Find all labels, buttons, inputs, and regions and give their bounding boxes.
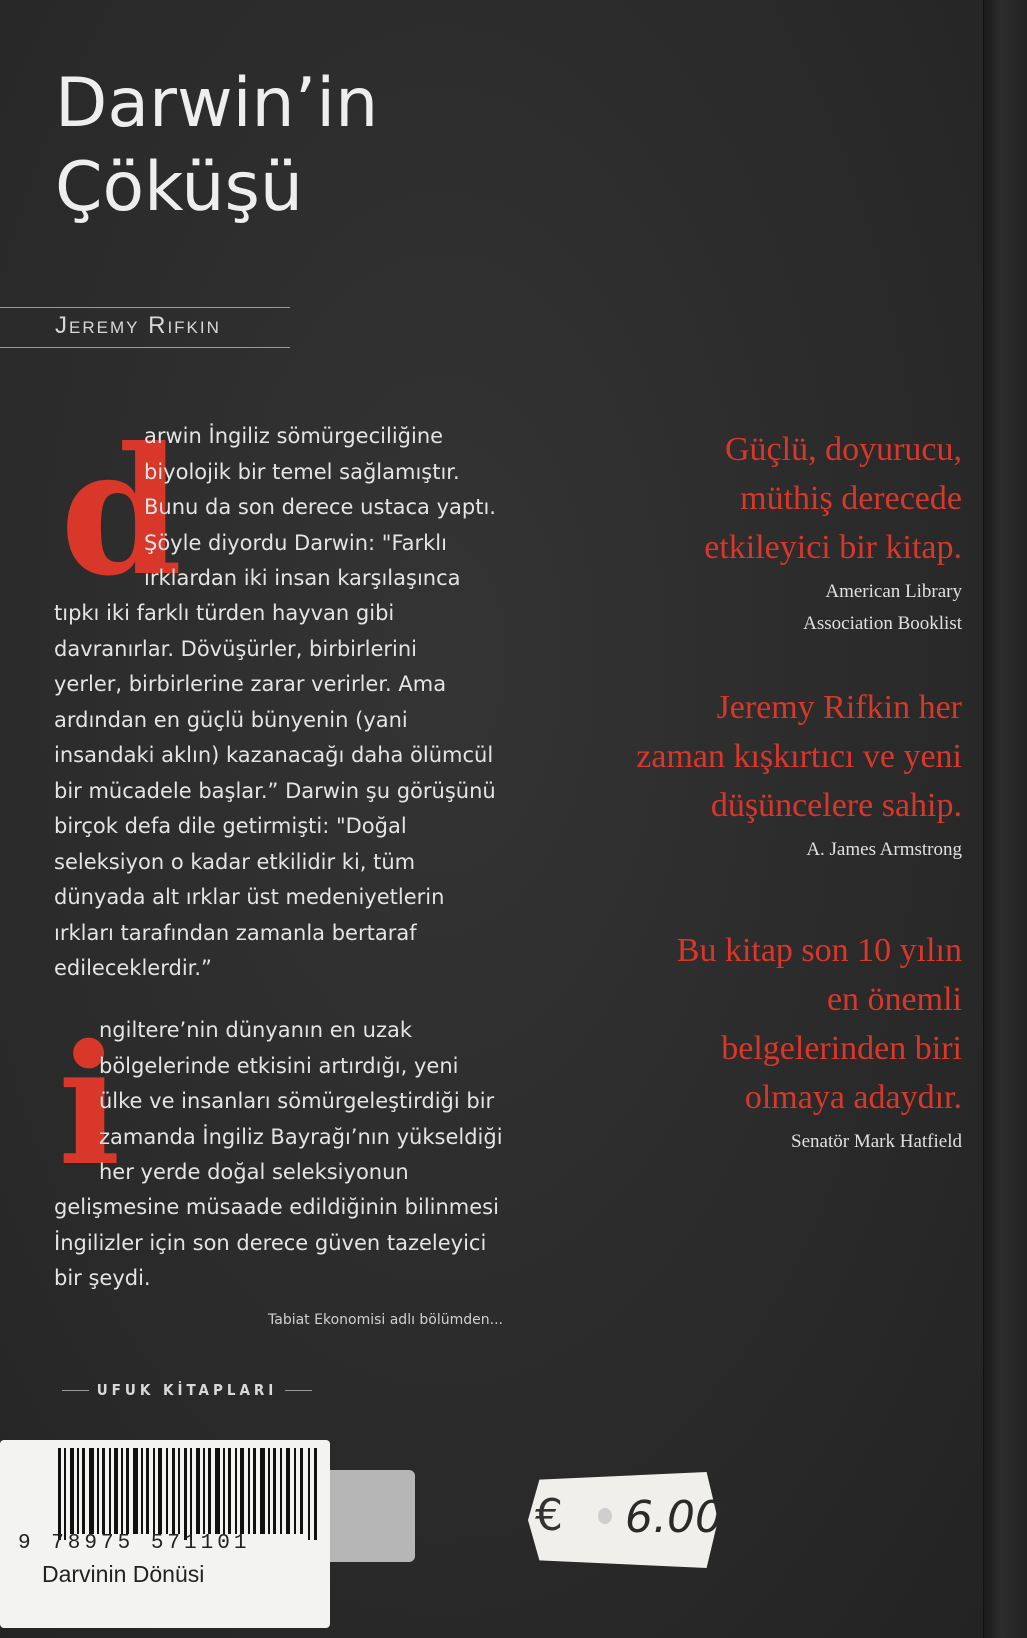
excerpt-line: her yerde doğal seleksiyonun <box>99 1160 409 1184</box>
quote-line: etkileyici bir kitap. <box>704 529 962 566</box>
barcode-icon <box>58 1448 320 1540</box>
excerpt-line: davranırlar. Dövüşürler, birbirlerini <box>54 636 418 661</box>
quote-line: müthiş derecede <box>740 480 962 517</box>
author-name: Jeremy Rifkin <box>55 312 221 339</box>
dropcap-i: i <box>58 1008 121 1202</box>
excerpt-line: gelişmesine müsaade edildiğinin bilinmesi <box>54 1195 499 1219</box>
excerpt-line: bir şeydi. <box>54 1266 151 1290</box>
quote-line: düşüncelere sahip. <box>710 787 962 824</box>
excerpt-paragraph-2-indent <box>99 1013 503 1191</box>
excerpt-line: ırklardan iki insan karşılaşınca <box>144 566 461 590</box>
barcode-title-label: Darvinin Dönüsi <box>42 1561 205 1587</box>
quote-attribution: Senatör Mark Hatfield <box>791 1131 962 1152</box>
excerpt-line: seleksiyon o kadar etkilidir ki, tüm <box>54 849 416 874</box>
excerpt-paragraph-1 <box>54 596 496 987</box>
quote-line: belgelerinden biri <box>721 1030 962 1067</box>
price-tag-hole <box>598 1508 612 1524</box>
excerpt-line: Bunu da son derece ustaca yaptı. <box>144 495 496 519</box>
excerpt-line: yerler, birbirlerine zarar verirler. Ama <box>54 672 447 696</box>
excerpt-line: bir mücadele başlar.” Darwin şu görüşünü <box>54 778 496 803</box>
excerpt-line: biyolojik bir temel sağlamıştır. <box>144 459 460 484</box>
excerpt-line: ngiltere’nin dünyanın en uzak <box>99 1018 413 1042</box>
quote-attribution: Association Booklist <box>803 613 962 634</box>
publisher-imprint <box>62 1378 312 1402</box>
author-rule-top <box>0 307 290 308</box>
quote-line: Güçlü, doyurucu, <box>724 431 962 468</box>
excerpt-line: bölgelerinde etkisini artırdığı, yeni <box>99 1053 459 1078</box>
publisher-name: UFUK KİTAPLARI <box>96 1381 278 1399</box>
publisher-rule-right <box>285 1390 312 1391</box>
excerpt-line: zamanda İngiliz Bayrağı’nın yükseldiği <box>99 1124 503 1149</box>
author-rule-bottom <box>0 347 290 348</box>
excerpt-source: Tabiat Ekonomisi adlı bölümden... <box>268 1312 503 1328</box>
excerpt-line: Şöyle diyordu Darwin: "Farklı <box>144 530 447 555</box>
price-currency: € <box>535 1490 563 1541</box>
excerpt-line: insandaki aklın) kazanacağı daha ölümcül <box>54 743 494 767</box>
quote-line: en önemli <box>826 981 962 1018</box>
excerpt-line: birçok defa dile getirmişti: "Doğal <box>54 814 407 838</box>
book-spine <box>983 0 1027 1638</box>
publisher-rule-left <box>62 1390 89 1391</box>
book-title <box>55 62 378 230</box>
review-quote-2 <box>636 683 962 866</box>
quote-line: Jeremy Rifkin her <box>716 689 962 726</box>
excerpt-paragraph-2 <box>54 1190 499 1297</box>
review-quote-1 <box>704 425 962 640</box>
excerpt-line: ülke ve insanları sömürgeleştirdiği bir <box>99 1089 495 1113</box>
excerpt-paragraph-1-indent <box>144 419 496 597</box>
excerpt-line: ardından en güçlü bünyenin (yani <box>54 707 408 732</box>
excerpt-line: tıpkı iki farklı türden hayvan gibi <box>54 601 395 625</box>
barcode-number: 9 78975 571101 <box>18 1532 251 1555</box>
quote-line: zaman kışkırtıcı ve yeni <box>636 738 962 775</box>
quote-attribution: A. James Armstrong <box>806 839 962 860</box>
excerpt-line: edileceklerdir.” <box>54 956 212 980</box>
review-quote-3 <box>677 926 962 1158</box>
quote-line: olmaya adaydır. <box>744 1079 962 1116</box>
price-value: 6.00 <box>625 1492 723 1543</box>
quote-attribution: American Library <box>825 581 962 602</box>
excerpt-line: İngilizler için son derece güven tazeleyici <box>54 1230 487 1255</box>
excerpt-line: ırkları tarafından zamanla bertaraf <box>54 920 417 945</box>
title-line-1: Darwin’in <box>55 64 379 143</box>
excerpt-line: arwin İngiliz sömürgeciliğine <box>144 424 444 448</box>
excerpt-line: dünyada alt ırklar üst medeniyetlerin <box>54 885 445 909</box>
dropcap-d: d <box>60 410 183 615</box>
quote-line: Bu kitap son 10 yılın <box>676 932 962 969</box>
title-line-2: Çöküşü <box>55 148 303 227</box>
